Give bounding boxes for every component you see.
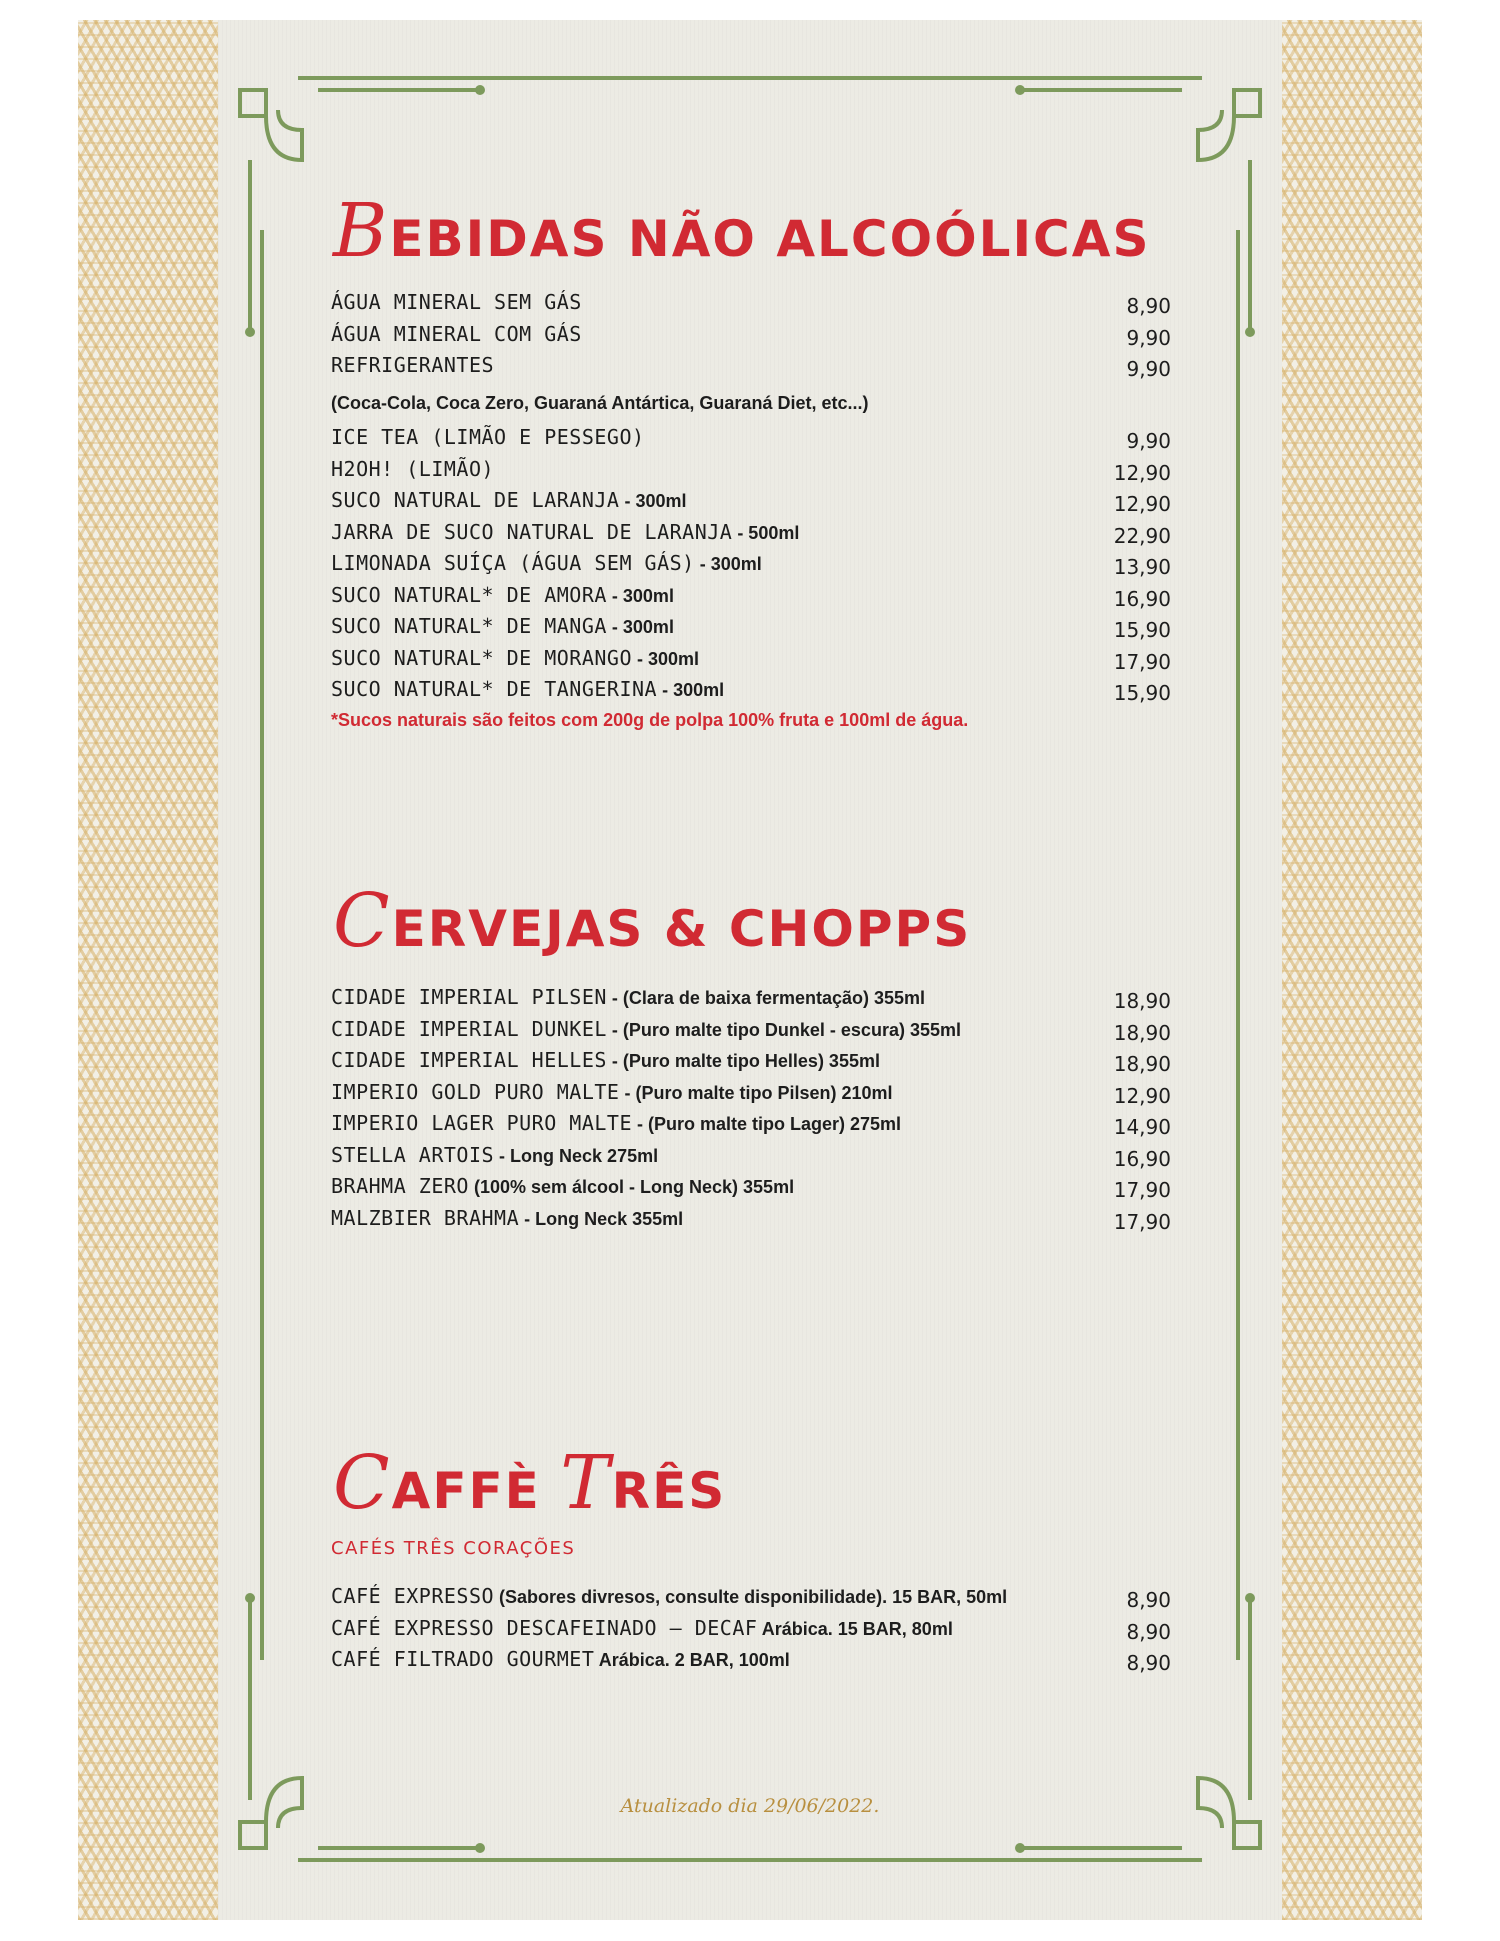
menu-item xyxy=(331,1645,1171,1677)
item-detail: (Sabores divresos, consulte disponibilidade). 15 BAR, 50ml xyxy=(494,1587,1008,1607)
caffe-list xyxy=(331,1582,1171,1677)
menu-item xyxy=(331,455,1171,487)
menu-item xyxy=(331,1046,1171,1078)
item-name: SUCO NATURAL* DE AMORA xyxy=(331,582,607,607)
item-name: CIDADE IMPERIAL DUNKEL xyxy=(331,1016,607,1041)
menu-item xyxy=(331,1078,1171,1110)
item-name: CAFÉ EXPRESSO DESCAFEINADO – DECAF xyxy=(331,1615,758,1640)
item-name: MALZBIER BRAHMA xyxy=(331,1205,520,1230)
item-name: CAFÉ FILTRADO GOURMET xyxy=(331,1647,595,1671)
item-detail: - 500ml xyxy=(732,522,800,543)
menu-item xyxy=(331,1015,1171,1047)
menu-item xyxy=(331,351,1171,383)
section-title-bebidas xyxy=(333,188,1150,274)
item-price: 18,90 xyxy=(1113,1052,1171,1076)
title-initial-2: T xyxy=(560,1440,612,1526)
item-name: IMPERIO GOLD PURO MALTE xyxy=(331,1079,620,1104)
item-detail: - (Puro malte tipo Dunkel - escura) 355ml xyxy=(606,1019,961,1040)
menu-item xyxy=(331,320,1171,352)
item-name: ICE TEA (LIMÃO E PESSEGO) xyxy=(331,425,645,449)
item-price: 18,90 xyxy=(1113,989,1171,1013)
menu-item xyxy=(331,644,1171,676)
caffe-subtitle: CAFÉS TRÊS CORAÇÕES xyxy=(331,1538,576,1559)
bebidas-list-b xyxy=(331,423,1171,707)
title-rest-2: RÊS xyxy=(611,1462,727,1520)
item-detail: - 300ml xyxy=(606,585,674,606)
item-price: 17,90 xyxy=(1113,1209,1171,1234)
menu-item xyxy=(331,983,1171,1015)
item-name: SUCO NATURAL* DE MORANGO xyxy=(331,645,632,670)
menu-item xyxy=(331,1614,1171,1646)
cervejas-list xyxy=(331,983,1171,1235)
item-price: 13,90 xyxy=(1113,555,1171,579)
item-name: ÁGUA MINERAL SEM GÁS xyxy=(331,290,582,314)
menu-item xyxy=(331,1172,1171,1204)
menu-item xyxy=(331,423,1171,455)
item-price: 12,90 xyxy=(1113,460,1171,485)
item-name: SUCO NATURAL* DE MANGA xyxy=(331,614,607,638)
item-detail: - 300ml xyxy=(657,680,725,700)
item-detail: Arábica. 2 BAR, 100ml xyxy=(594,1650,790,1670)
item-name: JARRA DE SUCO NATURAL DE LARANJA xyxy=(331,519,733,544)
section-title-caffe xyxy=(333,1440,726,1526)
menu-page xyxy=(78,20,1422,1920)
item-price: 17,90 xyxy=(1113,649,1171,674)
title-rest: EBIDAS NÃO ALCOÓLICAS xyxy=(389,210,1151,268)
title-initial-1: C xyxy=(333,1440,392,1526)
section-title-cervejas xyxy=(333,878,971,964)
item-detail: - 300ml xyxy=(694,554,762,574)
item-price: 14,90 xyxy=(1113,1115,1171,1139)
item-price: 9,90 xyxy=(1126,357,1171,381)
item-detail: - (Puro malte tipo Lager) 275ml xyxy=(631,1114,902,1134)
item-detail: - (Clara de baixa fermentação) 355ml xyxy=(606,988,926,1008)
item-detail: (100% sem álcool - Long Neck) 355ml xyxy=(468,1177,795,1197)
item-detail: - (Puro malte tipo Helles) 355ml xyxy=(606,1051,880,1071)
menu-item xyxy=(331,1141,1171,1173)
item-price: 16,90 xyxy=(1113,586,1171,611)
item-price: 18,90 xyxy=(1113,1020,1171,1045)
item-detail: - 300ml xyxy=(619,491,687,511)
item-price: 15,90 xyxy=(1113,618,1171,642)
item-name: CAFÉ EXPRESSO xyxy=(331,1584,495,1608)
item-name: REFRIGERANTES xyxy=(331,353,495,377)
item-price: 9,90 xyxy=(1126,429,1171,453)
menu-item xyxy=(331,518,1171,550)
item-price: 8,90 xyxy=(1126,294,1171,318)
menu-item xyxy=(331,486,1171,518)
item-detail: - (Puro malte tipo Pilsen) 210ml xyxy=(619,1082,893,1103)
item-name: CIDADE IMPERIAL HELLES xyxy=(331,1048,607,1072)
menu-item xyxy=(331,1204,1171,1236)
item-price: 8,90 xyxy=(1126,1619,1171,1644)
menu-item xyxy=(331,612,1171,644)
item-name: H2OH! (LIMÃO) xyxy=(331,456,495,481)
menu-item xyxy=(331,675,1171,707)
item-price: 8,90 xyxy=(1126,1588,1171,1612)
item-price: 16,90 xyxy=(1113,1146,1171,1171)
title-rest-1: AFFÈ xyxy=(391,1462,561,1520)
menu-item xyxy=(331,288,1171,320)
bebidas-list-a xyxy=(331,288,1171,383)
item-name: STELLA ARTOIS xyxy=(331,1142,495,1167)
item-detail: Arábica. 15 BAR, 80ml xyxy=(757,1618,953,1639)
item-detail: - 300ml xyxy=(631,648,700,669)
item-price: 9,90 xyxy=(1126,325,1171,350)
item-price: 15,90 xyxy=(1113,681,1171,705)
title-initial: C xyxy=(333,878,392,964)
item-detail: - Long Neck 355ml xyxy=(519,1208,684,1229)
refrigerantes-note: (Coca-Cola, Coca Zero, Guaraná Antártica, Guaraná Diet, etc...) xyxy=(331,393,869,413)
menu-item xyxy=(331,549,1171,581)
menu-item xyxy=(331,581,1171,613)
item-detail: - Long Neck 275ml xyxy=(494,1145,659,1166)
item-name: SUCO NATURAL* DE TANGERINA xyxy=(331,677,658,701)
title-rest: ERVEJAS & CHOPPS xyxy=(391,900,972,958)
item-price: 12,90 xyxy=(1113,492,1171,516)
item-price: 22,90 xyxy=(1113,523,1171,548)
item-name: IMPERIO LAGER PURO MALTE xyxy=(331,1111,632,1135)
item-name: SUCO NATURAL DE LARANJA xyxy=(331,488,620,512)
title-initial: B xyxy=(333,188,390,274)
menu-item xyxy=(331,1582,1171,1614)
item-name: LIMONADA SUÍÇA (ÁGUA SEM GÁS) xyxy=(331,551,695,575)
item-detail: - 300ml xyxy=(606,617,674,637)
item-name: CIDADE IMPERIAL PILSEN xyxy=(331,985,607,1009)
item-price: 8,90 xyxy=(1126,1651,1171,1675)
item-price: 17,90 xyxy=(1113,1178,1171,1202)
sucos-footnote: *Sucos naturais são feitos com 200g de polpa 100% fruta e 100ml de água. xyxy=(331,710,969,730)
menu-item xyxy=(331,1109,1171,1141)
item-name: BRAHMA ZERO xyxy=(331,1174,469,1198)
item-name: ÁGUA MINERAL COM GÁS xyxy=(331,321,582,346)
item-price: 12,90 xyxy=(1113,1083,1171,1108)
updated-date: Atualizado dia 29/06/2022. xyxy=(620,1795,880,1817)
